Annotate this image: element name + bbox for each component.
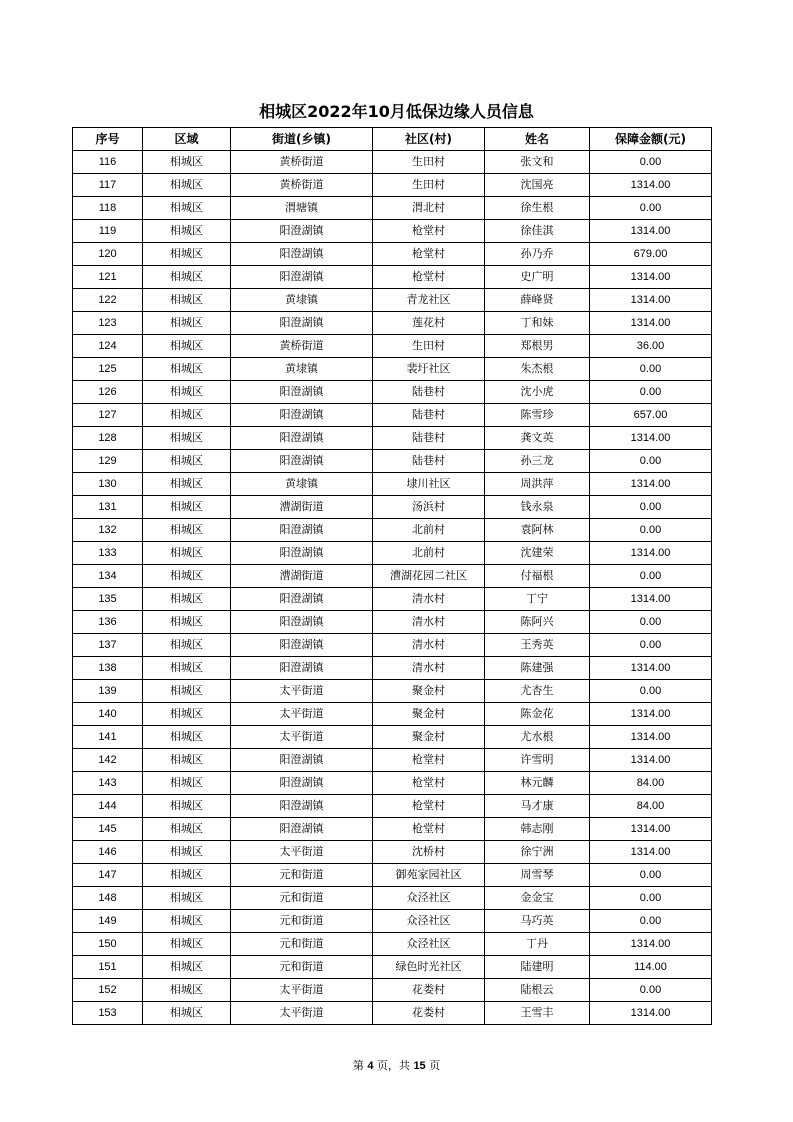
cell-name: 朱杰根 [485, 358, 590, 381]
page-title: 相城区2022年10月低保边缘人员信息 [259, 102, 534, 121]
cell-name: 陆根云 [485, 979, 590, 1002]
cell-street: 黄埭镇 [231, 473, 373, 496]
cell-name: 陈金花 [485, 703, 590, 726]
data-table [72, 127, 712, 1025]
cell-name: 丁丹 [485, 933, 590, 956]
cell-district: 相城区 [143, 404, 231, 427]
cell-name: 王秀英 [485, 634, 590, 657]
cell-amount: 0.00 [590, 450, 712, 473]
cell-street: 阳澄湖镇 [231, 427, 373, 450]
cell-amount: 1314.00 [590, 726, 712, 749]
table-row [73, 749, 712, 772]
cell-amount: 0.00 [590, 680, 712, 703]
table-row [73, 910, 712, 933]
table-row [73, 657, 712, 680]
cell-street: 元和街道 [231, 910, 373, 933]
cell-community: 枪堂村 [373, 220, 485, 243]
cell-district: 相城区 [143, 266, 231, 289]
cell-district: 相城区 [143, 588, 231, 611]
cell-district: 相城区 [143, 358, 231, 381]
table-row [73, 864, 712, 887]
cell-name: 丁宁 [485, 588, 590, 611]
cell-name: 马才康 [485, 795, 590, 818]
table-row [73, 979, 712, 1002]
cell-district: 相城区 [143, 818, 231, 841]
cell-amount: 84.00 [590, 795, 712, 818]
cell-index: 141 [73, 726, 143, 749]
cell-community: 聚金村 [373, 680, 485, 703]
cell-amount: 1314.00 [590, 588, 712, 611]
cell-index: 140 [73, 703, 143, 726]
cell-name: 许雪明 [485, 749, 590, 772]
cell-community: 御苑家园社区 [373, 864, 485, 887]
cell-district: 相城区 [143, 519, 231, 542]
cell-community: 陆巷村 [373, 450, 485, 473]
cell-name: 张文和 [485, 151, 590, 174]
cell-community: 枪堂村 [373, 818, 485, 841]
cell-community: 众泾社区 [373, 910, 485, 933]
cell-name: 龚文英 [485, 427, 590, 450]
cell-name: 陈雪珍 [485, 404, 590, 427]
cell-community: 裴圩社区 [373, 358, 485, 381]
cell-index: 144 [73, 795, 143, 818]
table-row [73, 887, 712, 910]
cell-amount: 657.00 [590, 404, 712, 427]
cell-index: 126 [73, 381, 143, 404]
cell-index: 133 [73, 542, 143, 565]
table-row [73, 726, 712, 749]
cell-amount: 0.00 [590, 611, 712, 634]
table-row [73, 818, 712, 841]
cell-index: 150 [73, 933, 143, 956]
cell-district: 相城区 [143, 450, 231, 473]
cell-community: 青龙社区 [373, 289, 485, 312]
cell-index: 132 [73, 519, 143, 542]
cell-district: 相城区 [143, 542, 231, 565]
cell-amount: 1314.00 [590, 473, 712, 496]
cell-street: 元和街道 [231, 864, 373, 887]
cell-index: 146 [73, 841, 143, 864]
cell-district: 相城区 [143, 220, 231, 243]
cell-district: 相城区 [143, 887, 231, 910]
cell-community: 生田村 [373, 151, 485, 174]
cell-street: 阳澄湖镇 [231, 657, 373, 680]
table-row [73, 519, 712, 542]
cell-index: 143 [73, 772, 143, 795]
cell-index: 142 [73, 749, 143, 772]
cell-street: 阳澄湖镇 [231, 381, 373, 404]
cell-amount: 1314.00 [590, 266, 712, 289]
cell-community: 漕湖花园二社区 [373, 565, 485, 588]
cell-community: 花娄村 [373, 1002, 485, 1025]
cell-community: 清水村 [373, 611, 485, 634]
cell-amount: 0.00 [590, 887, 712, 910]
cell-community: 聚金村 [373, 703, 485, 726]
cell-amount: 1314.00 [590, 220, 712, 243]
cell-amount: 0.00 [590, 151, 712, 174]
cell-street: 黄桥街道 [231, 151, 373, 174]
cell-index: 119 [73, 220, 143, 243]
cell-street: 太平街道 [231, 841, 373, 864]
table-row [73, 243, 712, 266]
cell-community: 生田村 [373, 335, 485, 358]
cell-district: 相城区 [143, 680, 231, 703]
cell-district: 相城区 [143, 151, 231, 174]
cell-name: 尤水根 [485, 726, 590, 749]
cell-street: 太平街道 [231, 726, 373, 749]
table-row [73, 611, 712, 634]
table-row [73, 772, 712, 795]
cell-community: 枪堂村 [373, 749, 485, 772]
cell-index: 131 [73, 496, 143, 519]
footer-prefix: 第 [352, 1059, 364, 1072]
cell-community: 沈桥村 [373, 841, 485, 864]
table-row [73, 933, 712, 956]
cell-district: 相城区 [143, 174, 231, 197]
table-row [73, 634, 712, 657]
cell-district: 相城区 [143, 243, 231, 266]
table-row [73, 841, 712, 864]
cell-index: 118 [73, 197, 143, 220]
cell-district: 相城区 [143, 473, 231, 496]
cell-street: 阳澄湖镇 [231, 749, 373, 772]
cell-name: 沈国亮 [485, 174, 590, 197]
cell-name: 袁阿林 [485, 519, 590, 542]
cell-street: 阳澄湖镇 [231, 634, 373, 657]
cell-amount: 1314.00 [590, 933, 712, 956]
cell-index: 148 [73, 887, 143, 910]
cell-street: 漕湖街道 [231, 565, 373, 588]
cell-community: 众泾社区 [373, 887, 485, 910]
cell-district: 相城区 [143, 496, 231, 519]
cell-street: 黄埭镇 [231, 358, 373, 381]
cell-index: 123 [73, 312, 143, 335]
cell-community: 枪堂村 [373, 772, 485, 795]
cell-community: 陆巷村 [373, 427, 485, 450]
cell-name: 王雪丰 [485, 1002, 590, 1025]
cell-name: 钱永泉 [485, 496, 590, 519]
cell-street: 渭塘镇 [231, 197, 373, 220]
cell-community: 清水村 [373, 657, 485, 680]
cell-street: 阳澄湖镇 [231, 772, 373, 795]
cell-community: 清水村 [373, 588, 485, 611]
cell-district: 相城区 [143, 933, 231, 956]
cell-amount: 1314.00 [590, 841, 712, 864]
cell-name: 陆建明 [485, 956, 590, 979]
table-row [73, 151, 712, 174]
cell-street: 太平街道 [231, 680, 373, 703]
table-header-row [73, 128, 712, 151]
cell-index: 130 [73, 473, 143, 496]
cell-district: 相城区 [143, 956, 231, 979]
cell-index: 116 [73, 151, 143, 174]
cell-street: 元和街道 [231, 933, 373, 956]
cell-street: 阳澄湖镇 [231, 312, 373, 335]
cell-amount: 1314.00 [590, 703, 712, 726]
cell-name: 金金宝 [485, 887, 590, 910]
footer-suffix: 页 [429, 1059, 441, 1072]
cell-index: 122 [73, 289, 143, 312]
footer-total-pages: 15 [413, 1060, 426, 1072]
cell-community: 枪堂村 [373, 243, 485, 266]
cell-amount: 0.00 [590, 496, 712, 519]
cell-index: 127 [73, 404, 143, 427]
cell-index: 134 [73, 565, 143, 588]
cell-amount: 0.00 [590, 381, 712, 404]
cell-street: 阳澄湖镇 [231, 611, 373, 634]
cell-community: 花娄村 [373, 979, 485, 1002]
table-row [73, 197, 712, 220]
cell-district: 相城区 [143, 749, 231, 772]
cell-amount: 1314.00 [590, 174, 712, 197]
table-row [73, 266, 712, 289]
cell-amount: 1314.00 [590, 542, 712, 565]
cell-community: 北前村 [373, 519, 485, 542]
cell-amount: 1314.00 [590, 657, 712, 680]
cell-name: 马巧英 [485, 910, 590, 933]
cell-street: 阳澄湖镇 [231, 519, 373, 542]
cell-index: 139 [73, 680, 143, 703]
header-district: 区域 [143, 128, 231, 151]
table-row [73, 703, 712, 726]
table-row [73, 381, 712, 404]
cell-community: 绿色时光社区 [373, 956, 485, 979]
table-row [73, 404, 712, 427]
cell-district: 相城区 [143, 979, 231, 1002]
cell-district: 相城区 [143, 910, 231, 933]
cell-community: 众泾社区 [373, 933, 485, 956]
page-footer [0, 1057, 793, 1073]
cell-street: 太平街道 [231, 979, 373, 1002]
cell-index: 128 [73, 427, 143, 450]
cell-community: 汤浜村 [373, 496, 485, 519]
cell-street: 阳澄湖镇 [231, 588, 373, 611]
cell-community: 陆巷村 [373, 381, 485, 404]
cell-street: 阳澄湖镇 [231, 404, 373, 427]
table-row [73, 680, 712, 703]
cell-amount: 84.00 [590, 772, 712, 795]
cell-district: 相城区 [143, 335, 231, 358]
cell-name: 郑根男 [485, 335, 590, 358]
cell-street: 阳澄湖镇 [231, 266, 373, 289]
cell-district: 相城区 [143, 634, 231, 657]
cell-name: 周雪琴 [485, 864, 590, 887]
footer-page-number: 4 [367, 1060, 374, 1072]
cell-name: 韩志刚 [485, 818, 590, 841]
cell-amount: 1314.00 [590, 749, 712, 772]
cell-district: 相城区 [143, 312, 231, 335]
cell-street: 阳澄湖镇 [231, 450, 373, 473]
cell-name: 徐生根 [485, 197, 590, 220]
cell-index: 135 [73, 588, 143, 611]
cell-index: 125 [73, 358, 143, 381]
table-row [73, 335, 712, 358]
header-name: 姓名 [485, 128, 590, 151]
cell-street: 阳澄湖镇 [231, 795, 373, 818]
cell-amount: 0.00 [590, 864, 712, 887]
cell-index: 120 [73, 243, 143, 266]
cell-index: 129 [73, 450, 143, 473]
header-community: 社区(村) [373, 128, 485, 151]
cell-name: 丁和妹 [485, 312, 590, 335]
cell-street: 黄桥街道 [231, 174, 373, 197]
cell-index: 117 [73, 174, 143, 197]
cell-district: 相城区 [143, 1002, 231, 1025]
cell-amount: 0.00 [590, 358, 712, 381]
cell-district: 相城区 [143, 795, 231, 818]
cell-community: 埭川社区 [373, 473, 485, 496]
table-row [73, 542, 712, 565]
cell-amount: 0.00 [590, 910, 712, 933]
cell-amount: 1314.00 [590, 312, 712, 335]
table-row [73, 427, 712, 450]
cell-street: 黄桥街道 [231, 335, 373, 358]
table-row [73, 473, 712, 496]
cell-community: 清水村 [373, 634, 485, 657]
cell-amount: 36.00 [590, 335, 712, 358]
cell-district: 相城区 [143, 197, 231, 220]
cell-index: 136 [73, 611, 143, 634]
cell-district: 相城区 [143, 381, 231, 404]
cell-street: 阳澄湖镇 [231, 220, 373, 243]
cell-index: 138 [73, 657, 143, 680]
cell-street: 阳澄湖镇 [231, 818, 373, 841]
cell-name: 尤杏生 [485, 680, 590, 703]
table-row [73, 289, 712, 312]
cell-name: 孙乃乔 [485, 243, 590, 266]
cell-street: 太平街道 [231, 703, 373, 726]
cell-district: 相城区 [143, 703, 231, 726]
cell-district: 相城区 [143, 611, 231, 634]
cell-street: 阳澄湖镇 [231, 243, 373, 266]
cell-community: 枪堂村 [373, 795, 485, 818]
cell-amount: 1314.00 [590, 427, 712, 450]
cell-district: 相城区 [143, 289, 231, 312]
table-row [73, 358, 712, 381]
table-row [73, 312, 712, 335]
cell-street: 元和街道 [231, 887, 373, 910]
table-row [73, 795, 712, 818]
cell-amount: 1314.00 [590, 1002, 712, 1025]
cell-index: 147 [73, 864, 143, 887]
cell-district: 相城区 [143, 657, 231, 680]
cell-amount: 0.00 [590, 197, 712, 220]
cell-community: 生田村 [373, 174, 485, 197]
header-street: 街道(乡镇) [231, 128, 373, 151]
cell-community: 北前村 [373, 542, 485, 565]
cell-name: 付福根 [485, 565, 590, 588]
cell-community: 莲花村 [373, 312, 485, 335]
cell-name: 沈小虎 [485, 381, 590, 404]
cell-name: 陈建强 [485, 657, 590, 680]
cell-name: 徐佳淇 [485, 220, 590, 243]
cell-name: 史广明 [485, 266, 590, 289]
cell-amount: 0.00 [590, 565, 712, 588]
footer-middle: 页，共 [376, 1059, 410, 1072]
cell-index: 124 [73, 335, 143, 358]
table-row [73, 174, 712, 197]
cell-name: 林元麟 [485, 772, 590, 795]
cell-district: 相城区 [143, 841, 231, 864]
table-row [73, 956, 712, 979]
cell-index: 152 [73, 979, 143, 1002]
cell-street: 漕湖街道 [231, 496, 373, 519]
header-amount: 保障金额(元) [590, 128, 712, 151]
cell-amount: 1314.00 [590, 818, 712, 841]
cell-index: 151 [73, 956, 143, 979]
cell-street: 阳澄湖镇 [231, 542, 373, 565]
cell-index: 153 [73, 1002, 143, 1025]
cell-index: 149 [73, 910, 143, 933]
cell-index: 145 [73, 818, 143, 841]
cell-community: 枪堂村 [373, 266, 485, 289]
table-row [73, 496, 712, 519]
table-body [73, 151, 712, 1025]
cell-community: 陆巷村 [373, 404, 485, 427]
table-row [73, 450, 712, 473]
cell-street: 黄埭镇 [231, 289, 373, 312]
cell-community: 渭北村 [373, 197, 485, 220]
table-row [73, 588, 712, 611]
cell-amount: 0.00 [590, 634, 712, 657]
cell-index: 121 [73, 266, 143, 289]
cell-district: 相城区 [143, 726, 231, 749]
cell-district: 相城区 [143, 565, 231, 588]
table-row [73, 220, 712, 243]
cell-amount: 0.00 [590, 979, 712, 1002]
cell-district: 相城区 [143, 864, 231, 887]
cell-street: 元和街道 [231, 956, 373, 979]
cell-amount: 679.00 [590, 243, 712, 266]
cell-amount: 0.00 [590, 519, 712, 542]
table-row [73, 565, 712, 588]
table-row [73, 1002, 712, 1025]
cell-name: 薛峰贤 [485, 289, 590, 312]
cell-community: 聚金村 [373, 726, 485, 749]
cell-name: 徐宁洲 [485, 841, 590, 864]
cell-district: 相城区 [143, 427, 231, 450]
cell-amount: 114.00 [590, 956, 712, 979]
cell-district: 相城区 [143, 772, 231, 795]
header-index: 序号 [73, 128, 143, 151]
cell-index: 137 [73, 634, 143, 657]
cell-amount: 1314.00 [590, 289, 712, 312]
cell-name: 沈建荣 [485, 542, 590, 565]
cell-name: 陈阿兴 [485, 611, 590, 634]
cell-street: 太平街道 [231, 1002, 373, 1025]
cell-name: 孙三龙 [485, 450, 590, 473]
cell-name: 周洪萍 [485, 473, 590, 496]
